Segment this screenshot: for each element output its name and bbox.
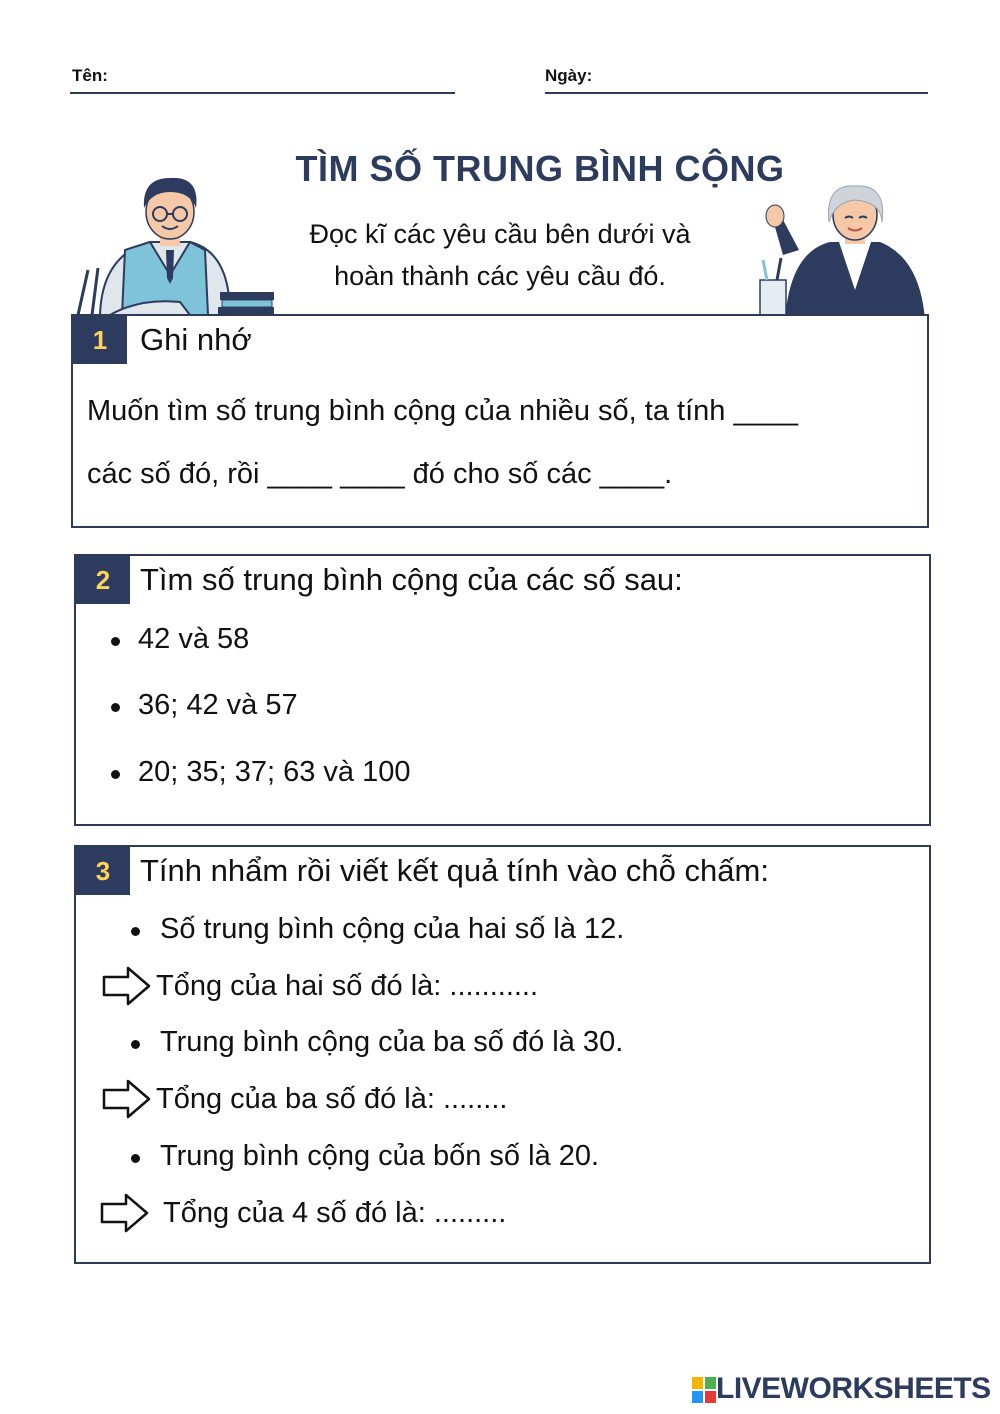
teacher-boy-icon: [70, 170, 280, 320]
section-2-heading: Tìm số trung bình cộng của các số sau:: [140, 562, 683, 597]
arrow-right-icon: [100, 1193, 150, 1233]
liveworksheets-logo-text: LIVEWORKSHEETS: [716, 1372, 991, 1405]
section-3-number: 3: [76, 847, 130, 895]
section-3-bullet-2: Trung bình cộng của ba số đó là 30.: [160, 1026, 624, 1058]
section-1-heading: Ghi nhớ: [140, 322, 252, 357]
arrow-right-icon: [102, 1079, 152, 1119]
name-label: Tên:: [72, 66, 108, 85]
date-line[interactable]: [545, 92, 928, 94]
section-2-item-3: 20; 35; 37; 63 và 100: [138, 756, 411, 788]
teacher-woman-icon: [755, 180, 930, 332]
name-line[interactable]: [70, 92, 455, 94]
arrow-right-icon: [102, 966, 152, 1006]
subtitle-line-1: Đọc kĩ các yêu cầu bên dưới và: [309, 219, 691, 249]
section-1-line-2: các số đó, rồi ____ ____ đó cho số các ____.: [87, 458, 673, 490]
list-bullet: [111, 703, 120, 712]
section-3-answer-2[interactable]: Tổng của ba số đó là: ........: [156, 1083, 508, 1115]
date-label: Ngày:: [545, 66, 593, 85]
section-3-heading: Tính nhẩm rồi viết kết quả tính vào chỗ chấm:: [140, 853, 769, 888]
list-bullet: [131, 927, 140, 936]
list-bullet: [111, 637, 120, 646]
section-3-bullet-3: Trung bình cộng của bốn số là 20.: [160, 1140, 600, 1172]
liveworksheets-logo-icon: [692, 1377, 716, 1403]
section-3-answer-3[interactable]: Tổng của 4 số đó là: .........: [163, 1197, 507, 1229]
section-2-item-2: 36; 42 và 57: [138, 689, 298, 721]
section-3-answer-1[interactable]: Tổng của hai số đó là: ...........: [156, 970, 539, 1002]
section-2-item-1: 42 và 58: [138, 623, 250, 655]
list-bullet: [131, 1040, 140, 1049]
section-1-number: 1: [73, 316, 127, 364]
list-bullet: [111, 770, 120, 779]
page-subtitle: [250, 213, 750, 297]
subtitle-line-2: hoàn thành các yêu cầu đó.: [334, 261, 666, 291]
section-1-line-1: Muốn tìm số trung bình cộng của nhiều số, ta tính ____: [87, 395, 798, 427]
page-title: TÌM SỐ TRUNG BÌNH CỘNG: [295, 148, 785, 189]
list-bullet: [131, 1154, 140, 1163]
section-3-bullet-1: Số trung bình cộng của hai số là 12.: [160, 913, 625, 945]
section-2-number: 2: [76, 556, 130, 604]
